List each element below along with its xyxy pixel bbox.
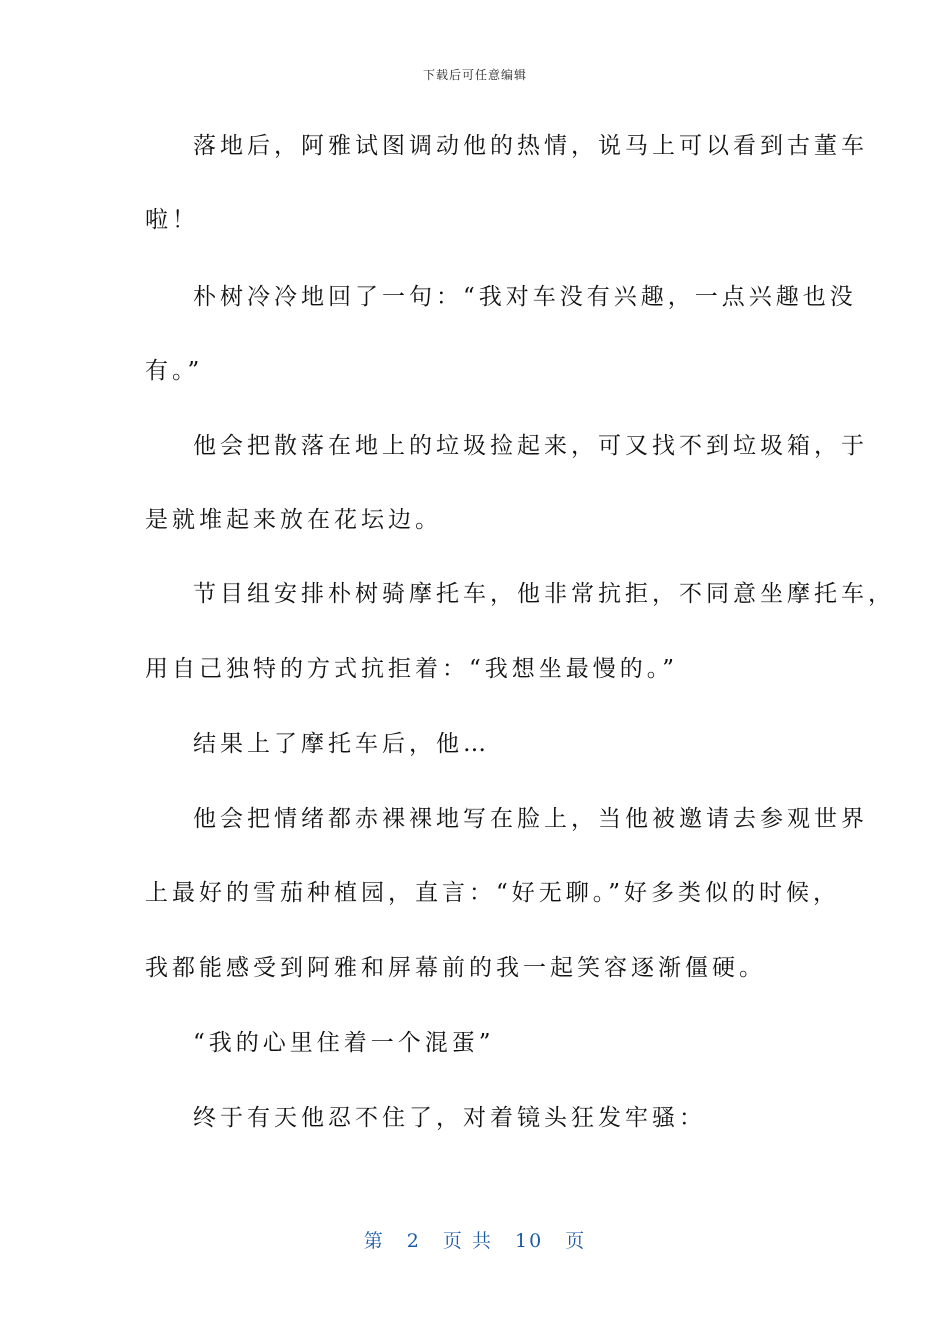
- body-line: 上最好的雪茄种植园，直言：“好无聊。”好多类似的时候，: [145, 880, 841, 906]
- footer-suffix: 页: [565, 1230, 587, 1252]
- body-line: 结果上了摩托车后，他…: [193, 731, 490, 757]
- body-line: 他会把散落在地上的垃圾捡起来，可又找不到垃圾箱，于: [193, 433, 868, 459]
- body-line: 他会把情绪都赤裸裸地写在脸上，当他被邀请去参观世界: [193, 806, 868, 832]
- footer-total-pages: 10: [515, 1230, 544, 1252]
- body-line: 朴树冷冷地回了一句：“我对车没有兴趣，一点兴趣也没: [193, 284, 857, 310]
- page-footer: [0, 1226, 950, 1253]
- body-line: 我都能感受到阿雅和屏幕前的我一起笑容逐渐僵硬。: [145, 955, 766, 981]
- body-line: 节目组安排朴树骑摩托车，他非常抗拒，不同意坐摩托车，: [193, 581, 895, 607]
- body-line: 是就堆起来放在花坛边。: [145, 507, 442, 533]
- body-line: 落地后，阿雅试图调动他的热情，说马上可以看到古董车: [193, 133, 868, 159]
- body-line: “我的心里住着一个混蛋”: [193, 1030, 495, 1056]
- body-line: 啦！: [145, 207, 199, 233]
- footer-prefix: 第: [363, 1230, 385, 1252]
- body-line: 终于有天他忍不住了，对着镜头狂发牢骚：: [193, 1105, 706, 1131]
- page-header: 下载后可任意编辑: [422, 68, 527, 82]
- footer-current-page: 2: [406, 1230, 421, 1252]
- footer-middle: 页 共: [442, 1230, 493, 1252]
- body-line: 用自己独特的方式抗拒着：“我想坐最慢的。”: [145, 656, 679, 682]
- body-line: 有。”: [145, 358, 204, 384]
